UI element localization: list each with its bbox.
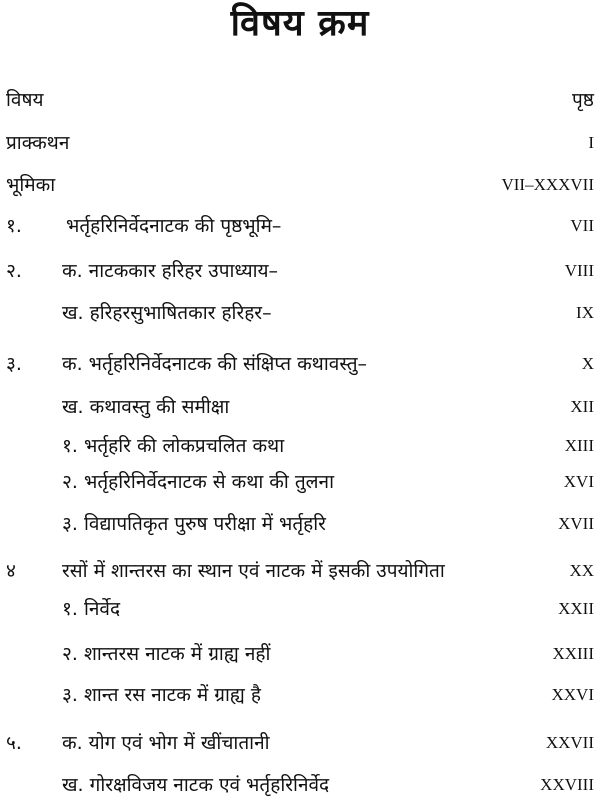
toc-row	[0, 680, 600, 710]
toc-entry-page: XX	[569, 561, 594, 580]
toc-entry-text: भूमिका	[6, 174, 56, 196]
toc-entry-page: VIII	[564, 261, 594, 280]
toc-row	[0, 392, 600, 422]
toc-row	[0, 556, 600, 586]
toc-entry-text: क. योग एवं भोग में खींचातानी	[62, 732, 270, 754]
toc-row	[0, 639, 600, 669]
toc-entry-text: १. भर्तृहरि की लोकप्रचलित कथा	[62, 435, 285, 457]
toc-row	[0, 770, 600, 800]
toc-entry-page: XXVII	[545, 733, 594, 752]
toc-entry-text: ख. गोरक्षविजय नाटक एवं भर्तृहरिनिर्वेद	[62, 774, 330, 796]
toc-entry-text: क. भर्तृहरिनिर्वेदनाटक की संक्षिप्त कथावस्तु–	[62, 353, 368, 375]
toc-entry-page: IX	[576, 303, 594, 322]
toc-entry-page: XIII	[564, 436, 594, 455]
toc-row	[0, 170, 600, 200]
toc-row	[0, 728, 600, 758]
toc-entry-number: २.	[6, 260, 22, 282]
toc-row	[0, 211, 600, 241]
toc-row	[0, 431, 600, 461]
toc-entry-text: १. निर्वेद	[62, 598, 121, 620]
toc-entry-page: XXVI	[551, 685, 594, 704]
toc-entry-text: २. शान्तरस नाटक में ग्राह्य नहीं	[62, 643, 271, 665]
toc-entry-number: १.	[6, 215, 22, 237]
toc-row	[0, 349, 600, 379]
toc-row	[0, 298, 600, 328]
toc-row	[0, 509, 600, 539]
toc-entry-text: ३. विद्यापतिकृत पुरुष परीक्षा में भर्तृहरि	[62, 513, 326, 535]
toc-entry-text: ३. शान्त रस नाटक में ग्राह्य है	[62, 684, 261, 706]
toc-entry-text: २. भर्तृहरिनिर्वेदनाटक से कथा की तुलना	[62, 471, 335, 493]
toc-header-row	[0, 85, 600, 115]
toc-entry-page: XVII	[558, 514, 594, 533]
toc-entry-page: XXIII	[552, 644, 594, 663]
toc-entry-page: X	[581, 354, 594, 373]
toc-entry-page: VII	[570, 216, 594, 235]
toc-entry-page: I	[588, 133, 594, 152]
toc-entry-number: ३.	[6, 353, 22, 375]
toc-row	[0, 467, 600, 497]
toc-entry-text: क. नाटककार हरिहर उपाध्याय–	[62, 260, 279, 282]
toc-entry-text: ख. कथावस्तु की समीक्षा	[62, 396, 230, 418]
toc-entry-page: XII	[570, 397, 594, 416]
toc-entry-text: भर्तृहरिनिर्वेदनाटक की पृष्ठभूमि–	[66, 215, 282, 237]
subject-column-heading: विषय	[6, 89, 44, 111]
toc-entry-number: ५.	[6, 732, 22, 754]
toc-entry-text: ख. हरिहरसुभाषितकार हरिहर–	[62, 302, 272, 324]
page-title: विषय क्रम	[230, 3, 370, 44]
toc-entry-page: XXII	[558, 599, 594, 618]
toc-entry-page: XXVIII	[540, 775, 594, 794]
toc-entry-page: VII–XXXVII	[501, 175, 594, 194]
toc-entry-number: ४	[6, 560, 16, 582]
toc-row	[0, 594, 600, 624]
page-column-heading: पृष्ठ	[572, 89, 594, 111]
toc-entry-text: प्राक्कथन	[6, 132, 70, 154]
toc-row	[0, 128, 600, 158]
toc-entry-text: रसों में शान्तरस का स्थान एवं नाटक में इसकी उपयोगिता	[62, 560, 445, 582]
toc-row	[0, 256, 600, 286]
toc-entry-page: XVI	[563, 472, 594, 491]
